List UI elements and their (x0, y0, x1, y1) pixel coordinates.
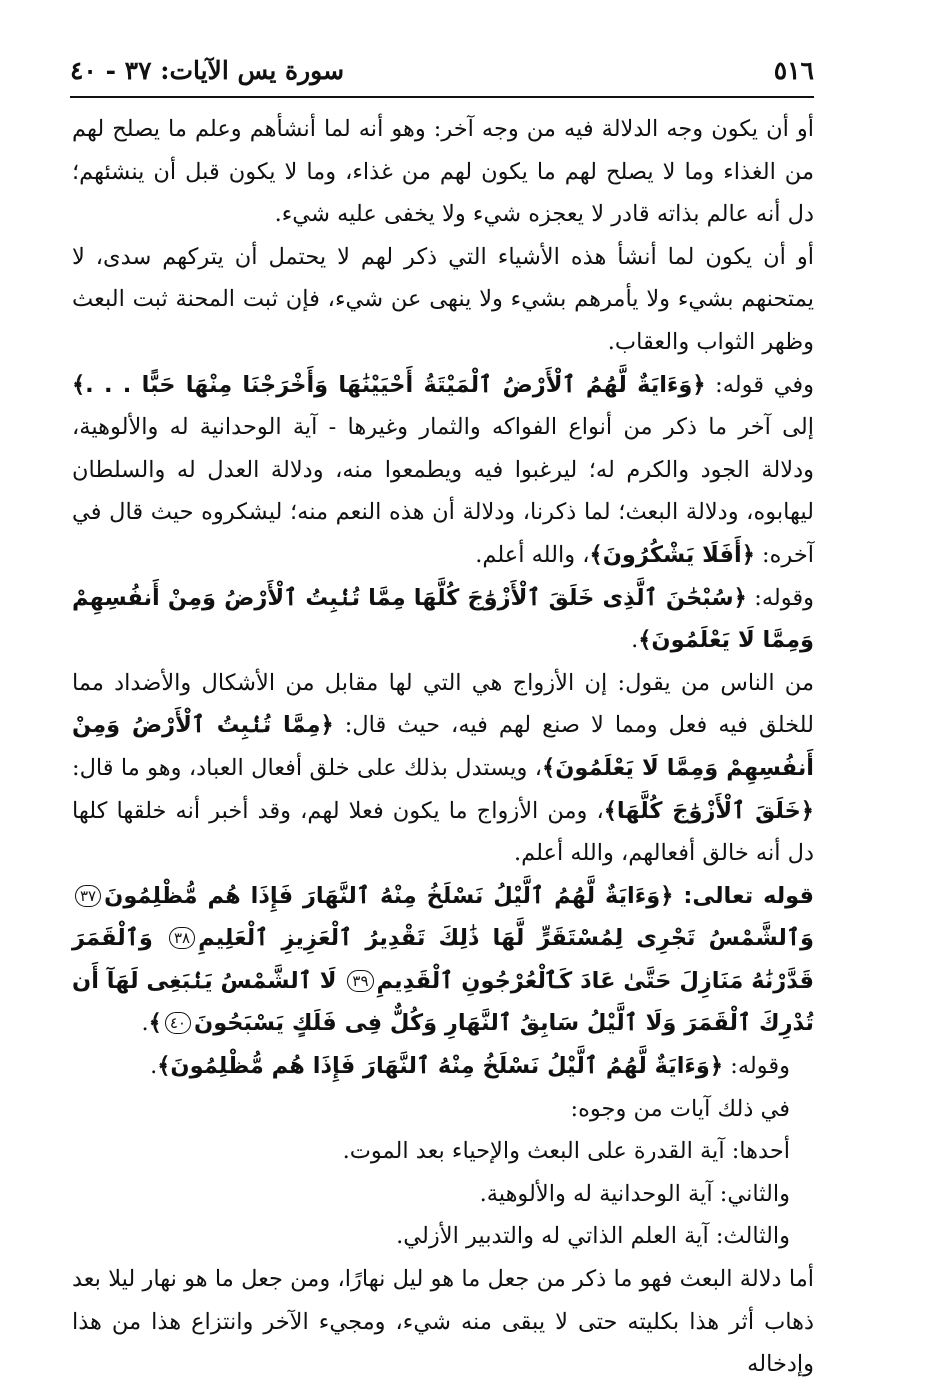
paragraph-text: . (141, 1010, 149, 1037)
paragraph (72, 1258, 814, 1386)
verse-number-marker: ٣٨ (169, 927, 195, 949)
paragraph (72, 1215, 814, 1258)
quran-quote: ﴿وَءَايَةٌ لَّهُمُ ٱلَّيْلُ نَسْلَخُ مِنْهُ ٱلنَّهَارَ فَإِذَا هُم مُّظْلِمُونَ﴾ (157, 1053, 724, 1080)
paragraph (72, 1173, 814, 1216)
quran-quote: ﴿سُبْحَٰنَ ٱلَّذِى خَلَقَ ٱلْأَزْوَٰجَ كُلَّهَا مِمَّا تُنۢبِتُ ٱلْأَرْضُ وَمِنْ أَنفُسِهِمْ وَمِمَّا لَا يَعْلَمُونَ﴾ (72, 584, 814, 654)
paragraph (72, 662, 814, 875)
paragraph (72, 108, 814, 236)
paragraph-text: وقوله: (746, 584, 814, 611)
paragraph-text: أما دلالة البعث فهو ما ذكر من جعل ما هو ليل نهارًا، ومن جعل ما هو نهار ليلا بعد ذهاب أثر هذا بكليته حتى لا يبقى منه شيء، ومجيء الآخر وانتزاع هذا من هذا وإدخاله (72, 1266, 814, 1378)
verse-number-marker: ٤٠ (165, 1012, 191, 1034)
page-body (72, 108, 814, 1386)
quran-quote: ﴿خَلَقَ ٱلْأَزْوَٰجَ كُلَّهَا﴾ (603, 797, 814, 824)
paragraph-text: . (631, 627, 639, 654)
paragraph-text: والثاني: آية الوحدانية له والألوهية. (479, 1180, 790, 1207)
quran-quote: وَٱلشَّمْسُ تَجْرِى لِمُسْتَقَرٍّ لَّهَا ذَٰلِكَ تَقْدِيرُ ٱلْعَزِيزِ ٱلْعَلِيمِ (198, 925, 814, 952)
page-header (70, 50, 814, 94)
paragraph-text: ، والله أعلم. (475, 541, 590, 568)
paragraph (72, 577, 814, 662)
paragraph (72, 1045, 814, 1088)
paragraph (72, 875, 814, 1045)
paragraph-text: ، ومن الأزواج ما يكون فعلا لهم، وقد أخبر أنه خلقها كلها دل أنه خالق أفعالهم، والله أعلم. (72, 797, 814, 867)
paragraph-text: والثالث: آية العلم الذاتي له والتدبير الأزلي. (396, 1223, 790, 1250)
page-number: ٥١٦ (773, 56, 814, 85)
quran-quote: ﴾ (148, 1010, 162, 1037)
quran-quote: لَا ٱلشَّمْسُ يَنۢبَغِى لَهَآ أَن تُدْرِكَ ٱلْقَمَرَ وَلَا ٱلَّيْلُ سَابِقُ ٱلنَّهَارِ وَكُلٌّ فِى فَلَكٍ يَسْبَحُونَ (72, 967, 814, 1037)
section-lead: قوله تعالى: (673, 882, 814, 909)
running-title: سورة يس الآيات: ٣٧ - ٤٠ (70, 56, 345, 85)
paragraph-text: . (150, 1053, 158, 1080)
quran-quote: ﴿وَءَايَةٌ لَّهُمُ ٱلَّيْلُ نَسْلَخُ مِنْهُ ٱلنَّهَارَ فَإِذَا هُم مُّظْلِمُونَ (104, 882, 674, 909)
paragraph-text: ، ويستدل بذلك على خلق أفعال العباد، وهو ما قال: (72, 754, 543, 781)
paragraph (72, 1088, 814, 1131)
verse-number-marker: ٣٩ (347, 970, 373, 992)
paragraph-text: أو أن يكون لما أنشأ هذه الأشياء التي ذكر لهم لا يحتمل أن يتركهم سدى، لا يمتحنهم بشيء ولا يأمرهم بشيء ولا ينهى عن شيء، فإن ثبت المحنة ثبت البعث وظهر الثواب والعقاب. (72, 243, 814, 355)
paragraph (72, 236, 814, 364)
paragraph-text: أو أن يكون وجه الدلالة فيه من وجه آخر: وهو أنه لما أنشأهم وعلم ما يصلح لهم من الغذاء وما لا يصلح لهم ما يكون لهم من غذاء، وما لا يكون قبل أن ينشئهم؛ دل أنه عالم بذاته قادر لا يعجزه شيء ولا يخفى عليه شيء. (72, 116, 814, 228)
verse-number-marker: ٣٧ (75, 885, 101, 907)
quran-quote: ﴿وَءَايَةٌ لَّهُمُ ٱلْأَرْضُ ٱلْمَيْتَةُ أَحْيَيْنَٰهَا وَأَخْرَجْنَا مِنْهَا حَبًّا . . .﴾ (72, 371, 706, 398)
paragraph-text: في ذلك آيات من وجوه: (570, 1095, 790, 1122)
quran-quote: وَٱلْقَمَرَ قَدَّرْنَٰهُ مَنَازِلَ حَتَّىٰ عَادَ كَٱلْعُرْجُونِ ٱلْقَدِيمِ (72, 925, 814, 994)
paragraph-text: من الناس من يقول: إن الأزواج هي التي لها مقابل من الأشكال والأضداد مما للخلق فيه فعل ومما لا صنع لهم فيه، حيث قال: (72, 669, 814, 739)
paragraph-text: أحدها: آية القدرة على البعث والإحياء بعد الموت. (342, 1138, 790, 1165)
paragraph-text: وقوله: (723, 1053, 790, 1080)
paragraph (72, 1130, 814, 1173)
quran-quote: ﴿مِمَّا تُنۢبِتُ ٱلْأَرْضُ وَمِنْ أَنفُسِهِمْ وَمِمَّا لَا يَعْلَمُونَ﴾ (72, 712, 814, 781)
header-rule (70, 96, 814, 98)
paragraph (72, 364, 814, 577)
paragraph-text: إلى آخر ما ذكر من أنواع الفواكه والثمار وغيرها - آية الوحدانية له والألوهية، ودلالة الجود والكرم له؛ ليرغبوا فيه ويطمعوا منه، ودلالة العدل له والسلطان ليهابوه، ودلالة البعث؛ لما ذكرنا، ودلالة أن هذه النعم منه؛ ليشكروه حيث قال في آخره: (72, 414, 814, 568)
quran-quote: ﴿أَفَلَا يَشْكُرُونَ﴾ (589, 541, 755, 568)
paragraph-text: وفي قوله: (705, 371, 814, 398)
